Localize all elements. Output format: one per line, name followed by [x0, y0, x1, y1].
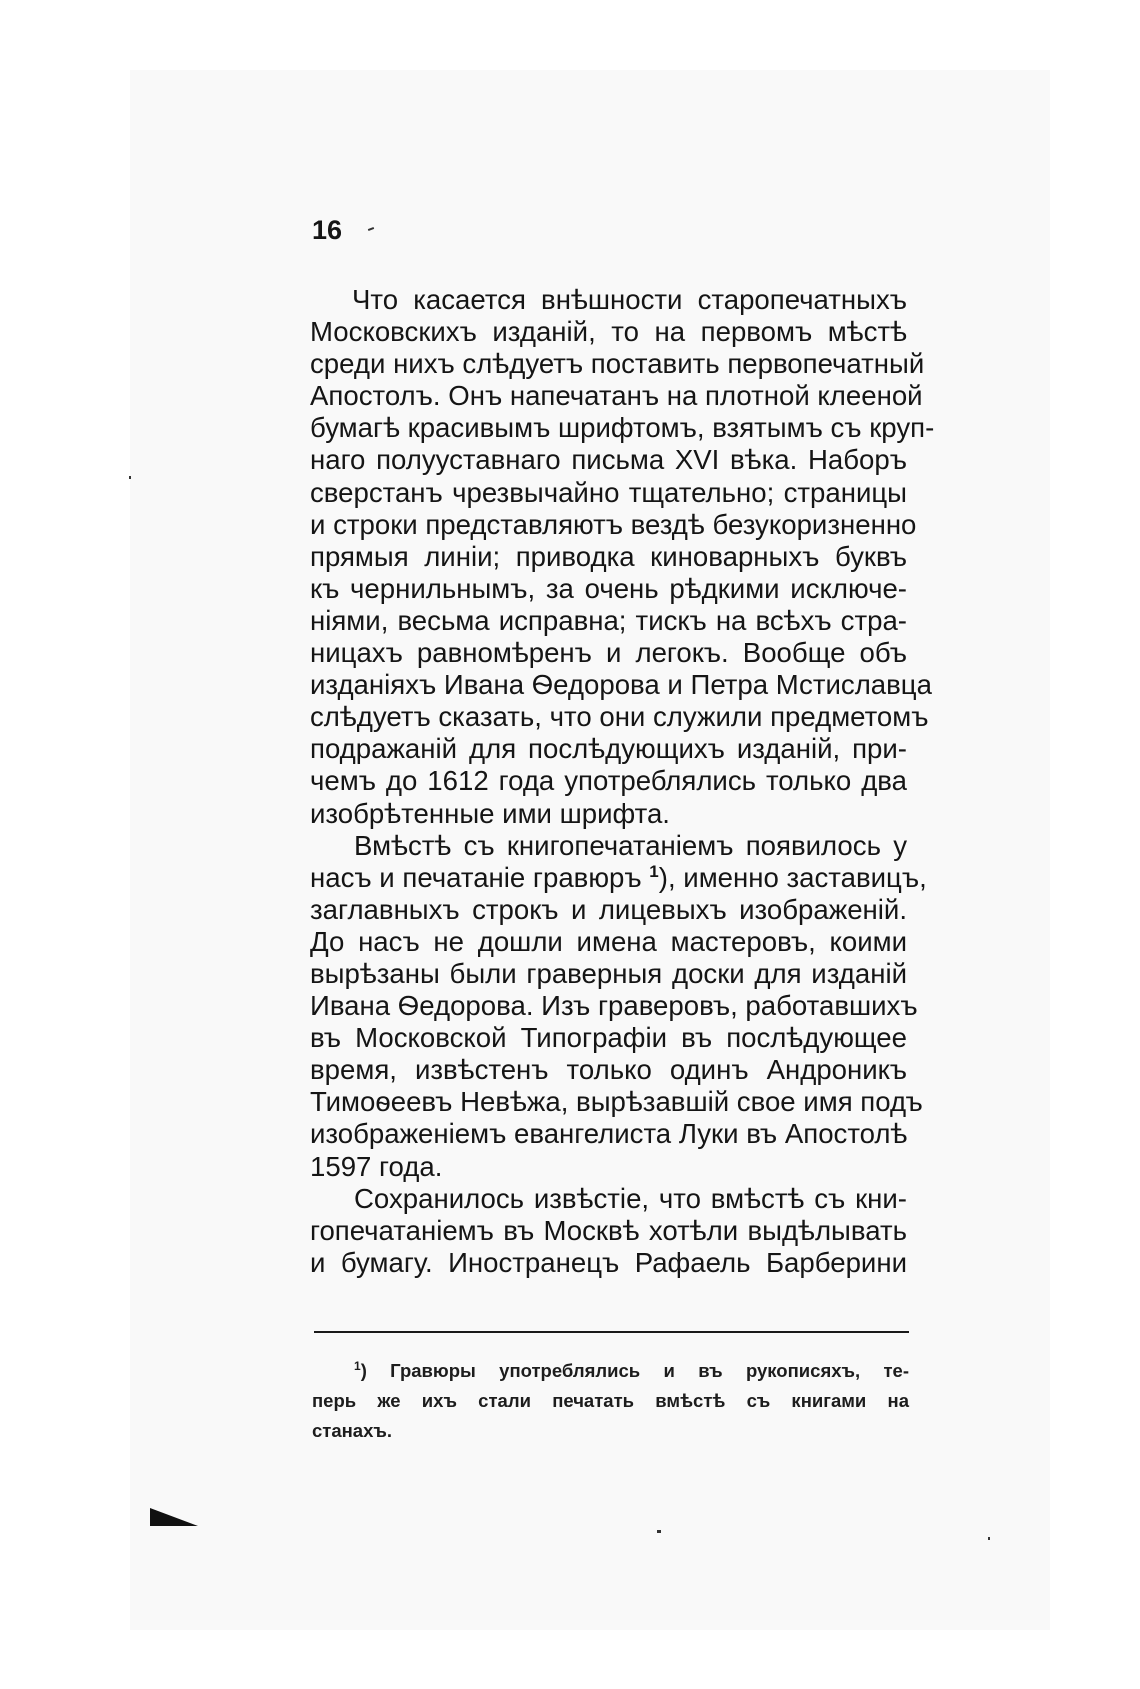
- text-line: ніями, весьма исправна; тискъ на всѣхъ стра-: [310, 604, 907, 636]
- text-line: Сохранилось извѣстіе, что вмѣстѣ съ кни-: [354, 1182, 907, 1214]
- text-line: въ Московской Типографіи въ послѣдующее: [310, 1022, 907, 1054]
- text-fragment: ), именно заставицъ,: [658, 861, 927, 893]
- text-line-with-footnote-ref: [310, 861, 927, 894]
- text-line: Тимоѳеевъ Невѣжа, вырѣзавшій свое имя подъ: [310, 1086, 923, 1118]
- text-line: гопечатаніемъ въ Москвѣ хотѣли выдѣлывать: [310, 1214, 907, 1246]
- text-line: Апостолъ. Онъ напечатанъ на плотной клееной: [310, 380, 923, 412]
- text-line: подражаній для послѣдующихъ изданій, при-: [310, 733, 907, 765]
- text-line: вырѣзаны были граверныя доски для изданій: [310, 957, 907, 989]
- text-line: 1597 года.: [310, 1150, 443, 1182]
- text-line: изданіяхъ Ивана Ѳедорова и Петра Мстиславца: [310, 669, 932, 701]
- scan-speck: [657, 1530, 661, 1533]
- text-line: Вмѣстѣ съ книгопечатаніемъ появилось у: [354, 829, 907, 861]
- text-line: Московскихъ изданій, то на первомъ мѣстѣ: [310, 316, 907, 348]
- text-line: и бумагу. Иностранецъ Рафаель Барберини: [310, 1246, 907, 1278]
- text-line: наго полууставнаго письма XVI вѣка. Наборъ: [310, 444, 907, 476]
- footnote-line: [312, 1356, 909, 1386]
- text-line: сверстанъ чрезвычайно тщательно; страницы: [310, 476, 907, 508]
- text-line: время, извѣстенъ только одинъ Андроникъ: [310, 1054, 907, 1086]
- text-line: среди нихъ слѣдуетъ поставить первопечатный: [310, 348, 925, 380]
- text-line: слѣдуетъ сказать, что они служили предметомъ: [310, 701, 929, 733]
- text-line: изобрѣтенные ими шрифта.: [310, 797, 670, 829]
- footnote-line: станахъ.: [312, 1420, 393, 1441]
- text-line: Ивана Ѳедорова. Изъ граверовъ, работавшихъ: [310, 990, 918, 1022]
- text-line: и строки представляютъ вездѣ безукоризненно: [310, 508, 917, 540]
- text-line: къ чернильнымъ, за очень рѣдкими исключе-: [310, 572, 907, 604]
- scan-speck: [988, 1537, 990, 1540]
- footnote: [312, 1356, 909, 1446]
- text-line: ницахъ равномѣренъ и легокъ. Вообще объ: [310, 637, 907, 669]
- text-line: заглавныхъ строкъ и лицевыхъ изображеній.: [310, 893, 907, 925]
- text-line: прямыя линіи; приводка киноварныхъ буквъ: [310, 540, 907, 572]
- text-line: бумагѣ красивымъ шрифтомъ, взятымъ съ круп-: [310, 412, 935, 444]
- scan-speck: [129, 476, 131, 479]
- text-line: Что касается внѣшности старопечатныхъ: [352, 284, 907, 315]
- page-number: 16: [312, 215, 343, 245]
- text-fragment: насъ и печатаніе гравюръ: [310, 861, 642, 893]
- footnote-line: перь же ихъ стали печатать вмѣстѣ съ книгами на: [312, 1390, 909, 1411]
- text-line: чемъ до 1612 года употреблялись только два: [310, 765, 907, 797]
- text-line: До насъ не дошли имена мастеровъ, коими: [310, 925, 907, 957]
- scan-artifact-mark: [150, 1508, 198, 1526]
- main-text: [310, 284, 935, 1279]
- footnote-reference: 1: [649, 861, 659, 881]
- footnote-divider: [314, 1331, 909, 1333]
- footnote-text: ) Гравюры употреблялись и въ рукописяхъ, те-: [360, 1360, 909, 1381]
- text-line: изображеніемъ евангелиста Луки въ Апостолѣ: [310, 1118, 908, 1150]
- footnote-number: 1: [354, 1358, 361, 1373]
